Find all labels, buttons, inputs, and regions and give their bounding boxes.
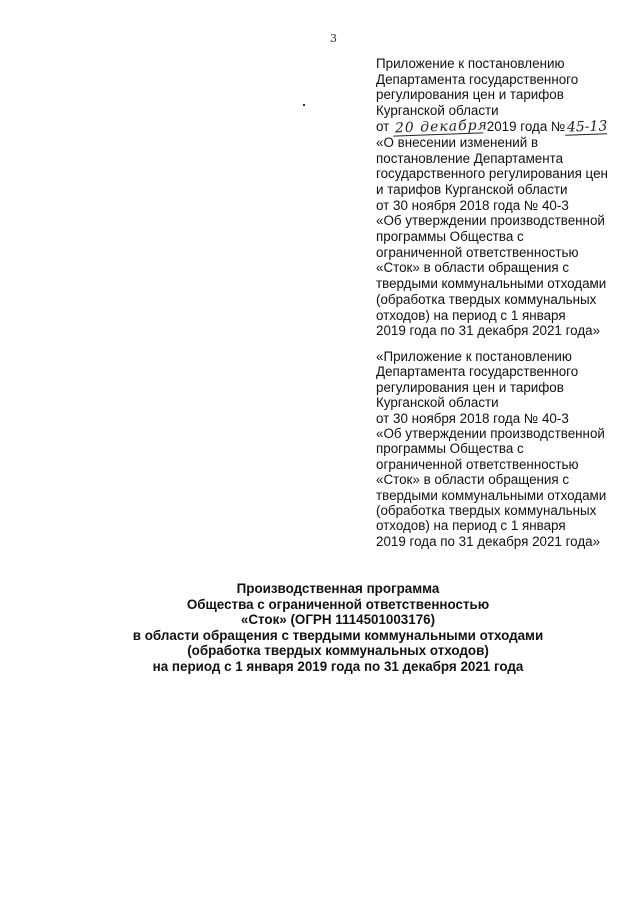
appendix-line: «Сток» в области обращения с	[376, 472, 570, 488]
appendix-line: «О внесении изменений в	[376, 134, 539, 150]
appendix-line: отходов) на период с 1 января	[376, 307, 566, 323]
appendix-line: программы Общества с	[376, 441, 524, 457]
scan-speck	[303, 104, 305, 106]
title-line: в области обращения с твердыми коммунальными отходами	[132, 627, 544, 643]
title-line: «Сток» (ОГРН 1114501003176)	[240, 612, 436, 628]
appendix-line: твердыми коммунальными отходами	[376, 487, 607, 503]
document-title	[100, 581, 576, 675]
title-line: Общества с ограниченной ответственностью	[186, 596, 490, 612]
appendix-line: и тарифов Курганской области	[376, 181, 568, 197]
appendix-line: (обработка твердых коммунальных	[376, 503, 597, 519]
title-line: на период с 1 января 2019 года по 31 декабря 2021 года	[152, 658, 524, 674]
appendix-line: Департамента государственного	[376, 364, 579, 380]
appendix-line: твердыми коммунальными отходами	[376, 276, 607, 292]
appendix-line: программы Общества с	[376, 229, 524, 245]
appendix-line: ограниченной ответственностью	[376, 244, 579, 260]
appendix-header-current	[376, 56, 636, 339]
appendix-line: регулирования цен и тарифов	[376, 379, 564, 395]
appendix-header-original	[376, 349, 636, 549]
appendix-line: ограниченной ответственностью	[376, 456, 579, 472]
appendix-line: (обработка твердых коммунальных	[376, 291, 597, 307]
appendix-line: регулирования цен и тарифов	[376, 87, 564, 103]
appendix-line: отходов) на период с 1 января	[376, 518, 566, 534]
appendix-line: Приложение к постановлению	[376, 56, 565, 71]
appendix-line: от 30 ноября 2018 года № 40-3	[376, 410, 569, 426]
appendix-line: 2019 года по 31 декабря 2021 года»	[376, 533, 601, 549]
appendix-line: Курганской области	[376, 395, 499, 411]
appendix-line: 2019 года по 31 декабря 2021 года»	[376, 323, 601, 339]
date-year-text: 2019 года №	[486, 118, 566, 134]
appendix-line: государственного регулирования цен	[376, 166, 608, 182]
appendix-line: «Сток» в области обращения с	[376, 260, 570, 276]
title-line: Производственная программа	[236, 581, 440, 596]
title-line: (обработка твердых коммунальных отходов)	[187, 643, 489, 659]
handwritten-number: 45-13	[567, 118, 608, 136]
appendix-line: «Приложение к постановлению	[376, 349, 572, 364]
date-prefix: от	[376, 118, 390, 134]
appendix-line: от 30 ноября 2018 года № 40-3	[376, 197, 569, 213]
appendix-date-line	[376, 119, 636, 135]
appendix-line: Департамента государственного	[376, 71, 579, 87]
page-number: 3	[330, 32, 337, 45]
appendix-line: «Об утверждении производственной	[376, 426, 605, 442]
appendix-line: Курганской области	[376, 103, 499, 119]
appendix-line: постановление Департамента	[376, 150, 564, 166]
handwritten-date: 20 декабря	[394, 117, 489, 137]
appendix-line: «Об утверждении производственной	[376, 213, 605, 229]
